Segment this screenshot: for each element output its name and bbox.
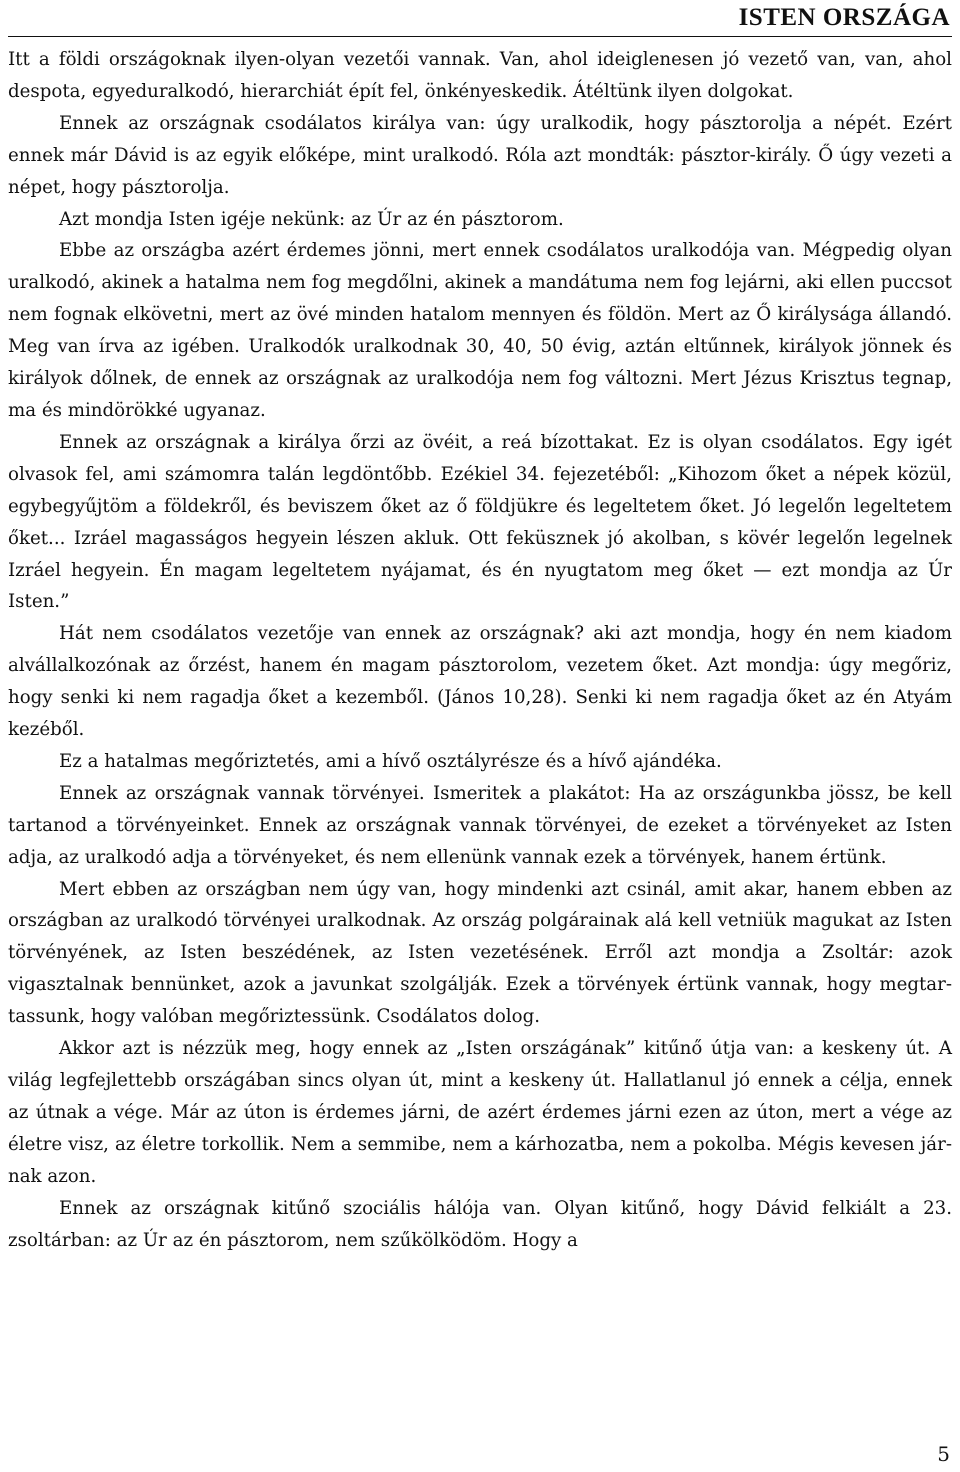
page-number: 5 <box>937 1442 950 1466</box>
paragraph: Akkor azt is nézzük meg, hogy ennek az „Isten országának” kitűnő útja van: a keskeny út. A világ legfejlettebb országában sincs olyan út, mint a keskeny út. Hallatlanul jó ennek a célja, ennek az útnak a vége. Már az úton is érdemes járni, de azért érdemes járni ezen az úton, mert a vége az életre visz, az életre torkollik. Nem a semmibe, nem a kárhozatba, nem a pokolba. Mégis kevesen járnak azon. <box>8 1038 952 1187</box>
paragraph: Itt a földi országoknak ilyen-olyan vezetői vannak. Van, ahol ideiglenesen jó vezető van, van, ahol despota, egyeduralkodó, hierarchiát épít fel, önkényeskedik. Átéltünk ilyen dolgokat. <box>8 49 952 102</box>
body-text <box>8 44 952 1256</box>
paragraph: Ennek az országnak kitűnő szociális hálója van. Olyan kitűnő, hogy Dávid felkiált a 23. zsoltárban: az Úr az én pásztorom, nem szűkölködöm. Hogy a <box>8 1197 952 1251</box>
paragraph: Ez a hatalmas megőriztetés, ami a hívő osztályrésze és a hívő ajándéka. <box>59 750 722 772</box>
paragraph: Ennek az országnak csodálatos királya van: úgy uralkodik, hogy pásztorolja a népét. Ezért ennek már Dávid is az egyik előképe, mint uralkodó. Róla azt mondták: pásztor-király. Ő úgy vezeti a népet, hogy pásztorolja. <box>8 112 952 198</box>
paragraph: Hát nem csodálatos vezetője van ennek az országnak? aki azt mondja, hogy én nem kiadom alvállalkozónak az őrzést, hanem én magam pásztorolom, vezetem őket. Azt mondja: úgy megőriz, hogy senki ki nem ragadja őket a kezemből. (János 10,28). Senki ki nem ragadja őket az én Atyám kezéből. <box>8 623 952 741</box>
paragraph: Ennek az országnak a királya őrzi az övéit, a reá bízottakat. Ez is olyan csodálatos. Egy igét olvasok fel, ami számomra talán legdöntőbb. Ezékiel 34. fejezetéből: „Kihozom őket a népek közül, egybegyűjtöm a földekről, és beviszem őket az ő földjükre és legeltetem őket. Jó legelőn legeltetem őket... Izráel magasságos hegyein lészen akluk. Ott feküsznek jó akolban, s kövér legelőn legelnek Izráel hegyein. Én magam legeltetem nyájamat, és én nyugtatom meg őket — ezt mondja az Úr Isten.” <box>8 431 952 613</box>
paragraph: Azt mondja Isten igéje nekünk: az Úr az én pásztorom. <box>59 208 564 230</box>
running-header <box>8 0 952 37</box>
paragraph: Ebbe az országba azért érdemes jönni, mert ennek csodálatos uralkodója van. Mégpedig olyan uralkodó, akinek a hatalma nem fog megdőlni, akinek a mandátuma nem fog lejárni, aki ellen puccsot nem fognak elkövetni, mert az övé minden hatalom mennyen és földön. Mert az Ő királysága állandó. Meg van írva az igében. Uralkodók uralkodnak 30, 40, 50 évig, aztán eltűnnek, királyok jönnek és királyok dőlnek, de ennek az országnak az uralkodója nem fog változni. Mert Jézus Krisztus tegnap, ma és mindörökké ugyanaz. <box>8 240 952 421</box>
paragraph: Ennek az országnak vannak törvényei. Ismeritek a plakátot: Ha az országunkba jössz, be kell tartanod a törvényeinket. Ennek az országnak vannak törvényei, de ezeket a törvényeket az Isten adja, az uralkodó adja a törvényeket, és nem ellenünk vannak ezek a törvények, hanem értünk. <box>8 782 952 868</box>
chapter-title: ISTEN ORSZÁGA <box>738 4 950 31</box>
paragraph: Mert ebben az országban nem úgy van, hogy mindenki azt csinál, amit akar, hanem ebben az országban az uralkodó törvényei uralkodnak. Az ország polgárainak alá kell vetniük magukat az Isten törvényének, az Isten beszédének, az Isten vezetésének. Erről azt mondja a Zsoltár: azok vigasztalnak bennünket, azok a javunkat szolgálják. Ezek a törvények értünk vannak, hogy megtartassunk, hogy valóban megőriztessünk. Csodálatos dolog. <box>8 878 952 1028</box>
